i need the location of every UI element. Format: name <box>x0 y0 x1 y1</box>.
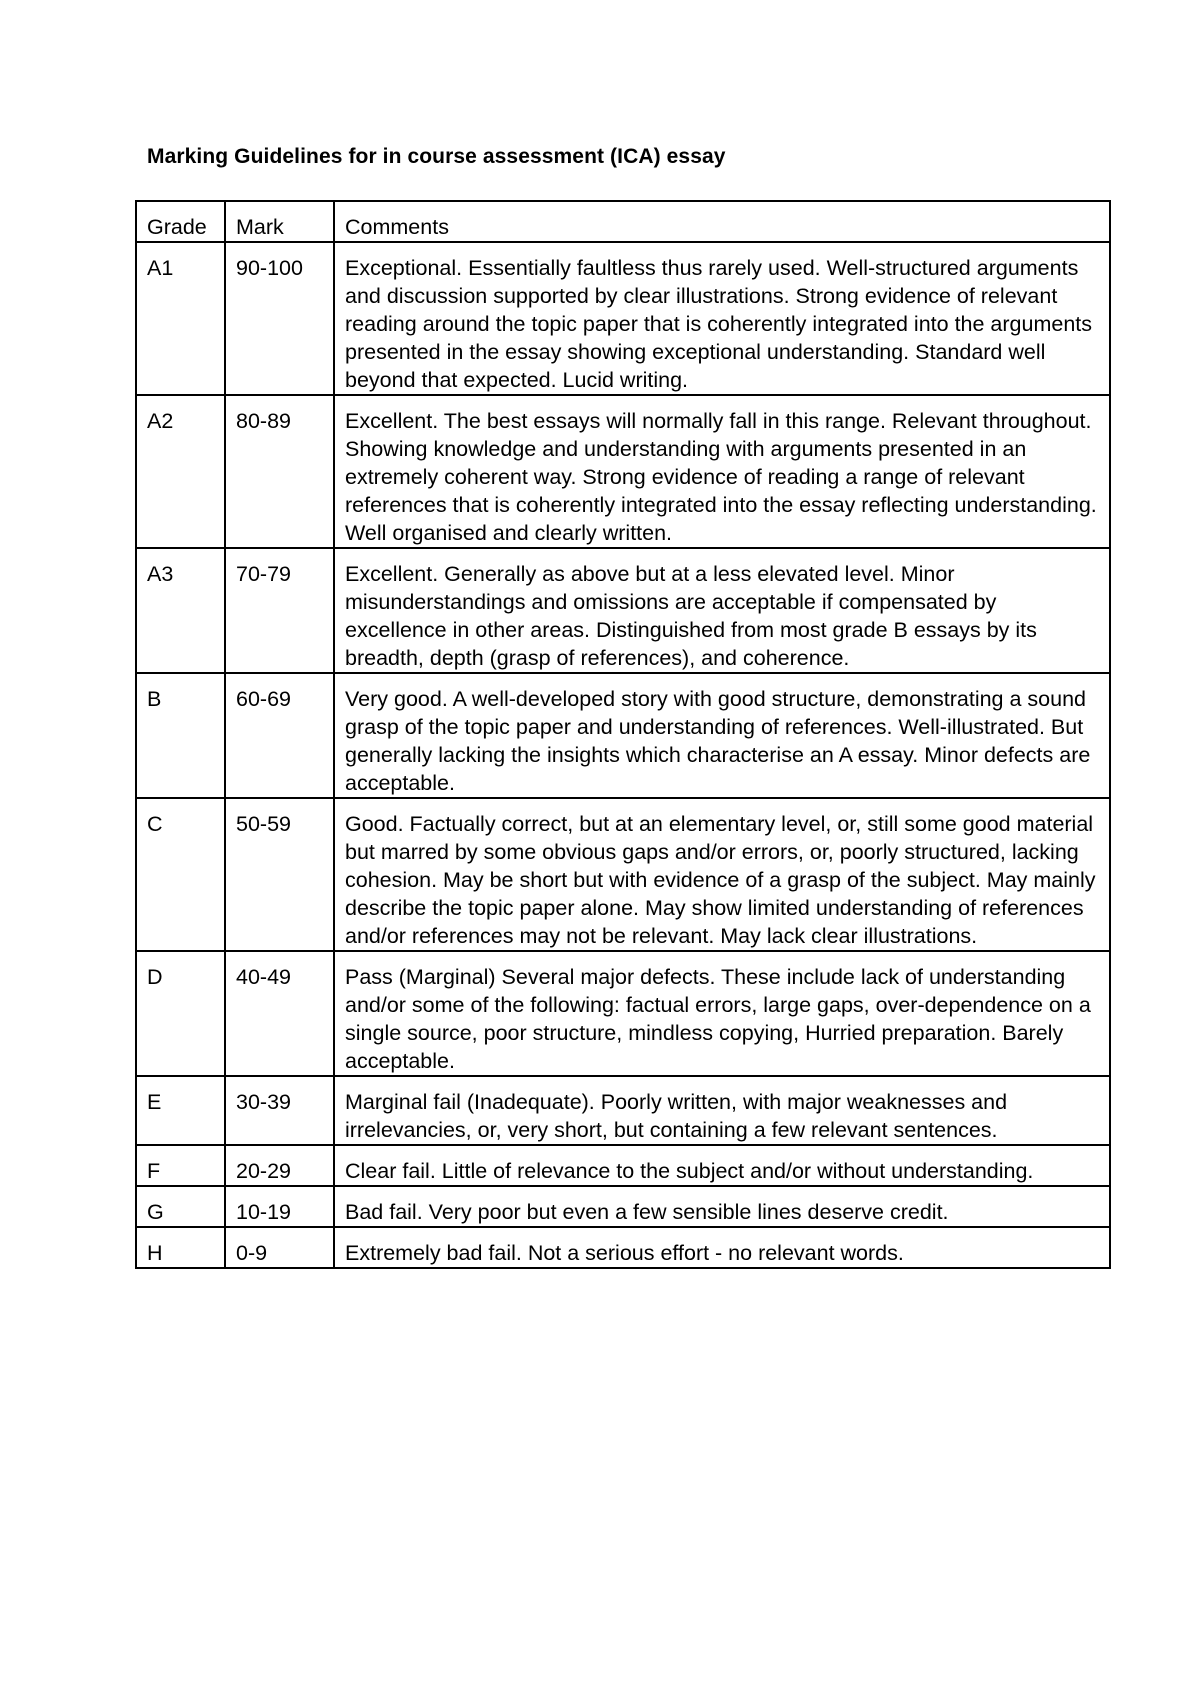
header-comments: Comments <box>334 201 1110 242</box>
comment-cell: Clear fail. Little of relevance to the subject and/or without understanding. <box>334 1145 1110 1186</box>
table-row <box>136 951 1110 1076</box>
table-row <box>136 242 1110 395</box>
comment-cell: Extremely bad fail. Not a serious effort - no relevant words. <box>334 1227 1110 1268</box>
grade-cell: A1 <box>136 242 225 395</box>
header-mark: Mark <box>225 201 334 242</box>
comment-cell: Exceptional. Essentially faultless thus rarely used. Well-structured arguments and discussion supported by clear illustrations. Strong evidence of relevant reading around the topic paper that is coherently integrated into the arguments presented in the essay showing exceptional understanding. Standard well beyond that expected. Lucid writing. <box>334 242 1110 395</box>
page-title: Marking Guidelines for in course assessment (ICA) essay <box>147 145 726 168</box>
comment-cell: Excellent. Generally as above but at a less elevated level. Minor misunderstandings and omissions are acceptable if compensated by excellence in other areas. Distinguished from most grade B essays by its breadth, depth (grasp of references), and coherence. <box>334 548 1110 673</box>
mark-cell: 0-9 <box>225 1227 334 1268</box>
table-row <box>136 1227 1110 1268</box>
comment-cell: Good. Factually correct, but at an elementary level, or, still some good material but marred by some obvious gaps and/or errors, or, poorly structured, lacking cohesion. May be short but with evidence of a grasp of the subject. May mainly describe the topic paper alone. May show limited understanding of references and/or references may not be relevant. May lack clear illustrations. <box>334 798 1110 951</box>
grade-cell: C <box>136 798 225 951</box>
comment-cell: Pass (Marginal) Several major defects. These include lack of understanding and/or some of the following: factual errors, large gaps, over-dependence on a single source, poor structure, mindless copying, Hurried preparation. Barely acceptable. <box>334 951 1110 1076</box>
comment-cell: Bad fail. Very poor but even a few sensible lines deserve credit. <box>334 1186 1110 1227</box>
table-row <box>136 548 1110 673</box>
mark-cell: 30-39 <box>225 1076 334 1145</box>
header-grade: Grade <box>136 201 225 242</box>
mark-cell: 40-49 <box>225 951 334 1076</box>
table-row <box>136 798 1110 951</box>
mark-cell: 60-69 <box>225 673 334 798</box>
comment-cell: Very good. A well-developed story with good structure, demonstrating a sound grasp of the topic paper and understanding of references. Well-illustrated. But generally lacking the insights which characterise an A essay. Minor defects are acceptable. <box>334 673 1110 798</box>
table-row <box>136 1145 1110 1186</box>
mark-cell: 90-100 <box>225 242 334 395</box>
mark-cell: 10-19 <box>225 1186 334 1227</box>
comment-cell: Marginal fail (Inadequate). Poorly written, with major weaknesses and irrelevancies, or, very short, but containing a few relevant sentences. <box>334 1076 1110 1145</box>
mark-cell: 20-29 <box>225 1145 334 1186</box>
grade-cell: G <box>136 1186 225 1227</box>
grade-cell: B <box>136 673 225 798</box>
mark-cell: 50-59 <box>225 798 334 951</box>
grade-cell: E <box>136 1076 225 1145</box>
table-header-row <box>136 201 1110 242</box>
table-row <box>136 1076 1110 1145</box>
table-row <box>136 1186 1110 1227</box>
grade-cell: A3 <box>136 548 225 673</box>
grade-cell: H <box>136 1227 225 1268</box>
grade-cell: A2 <box>136 395 225 548</box>
table-row <box>136 395 1110 548</box>
marking-guidelines-table <box>135 200 1111 1269</box>
comment-cell: Excellent. The best essays will normally fall in this range. Relevant throughout. Showing knowledge and understanding with arguments presented in an extremely coherent way. Strong evidence of reading a range of relevant references that is coherently integrated into the essay reflecting understanding. Well organised and clearly written. <box>334 395 1110 548</box>
mark-cell: 70-79 <box>225 548 334 673</box>
table-row <box>136 673 1110 798</box>
grade-cell: D <box>136 951 225 1076</box>
mark-cell: 80-89 <box>225 395 334 548</box>
grade-cell: F <box>136 1145 225 1186</box>
